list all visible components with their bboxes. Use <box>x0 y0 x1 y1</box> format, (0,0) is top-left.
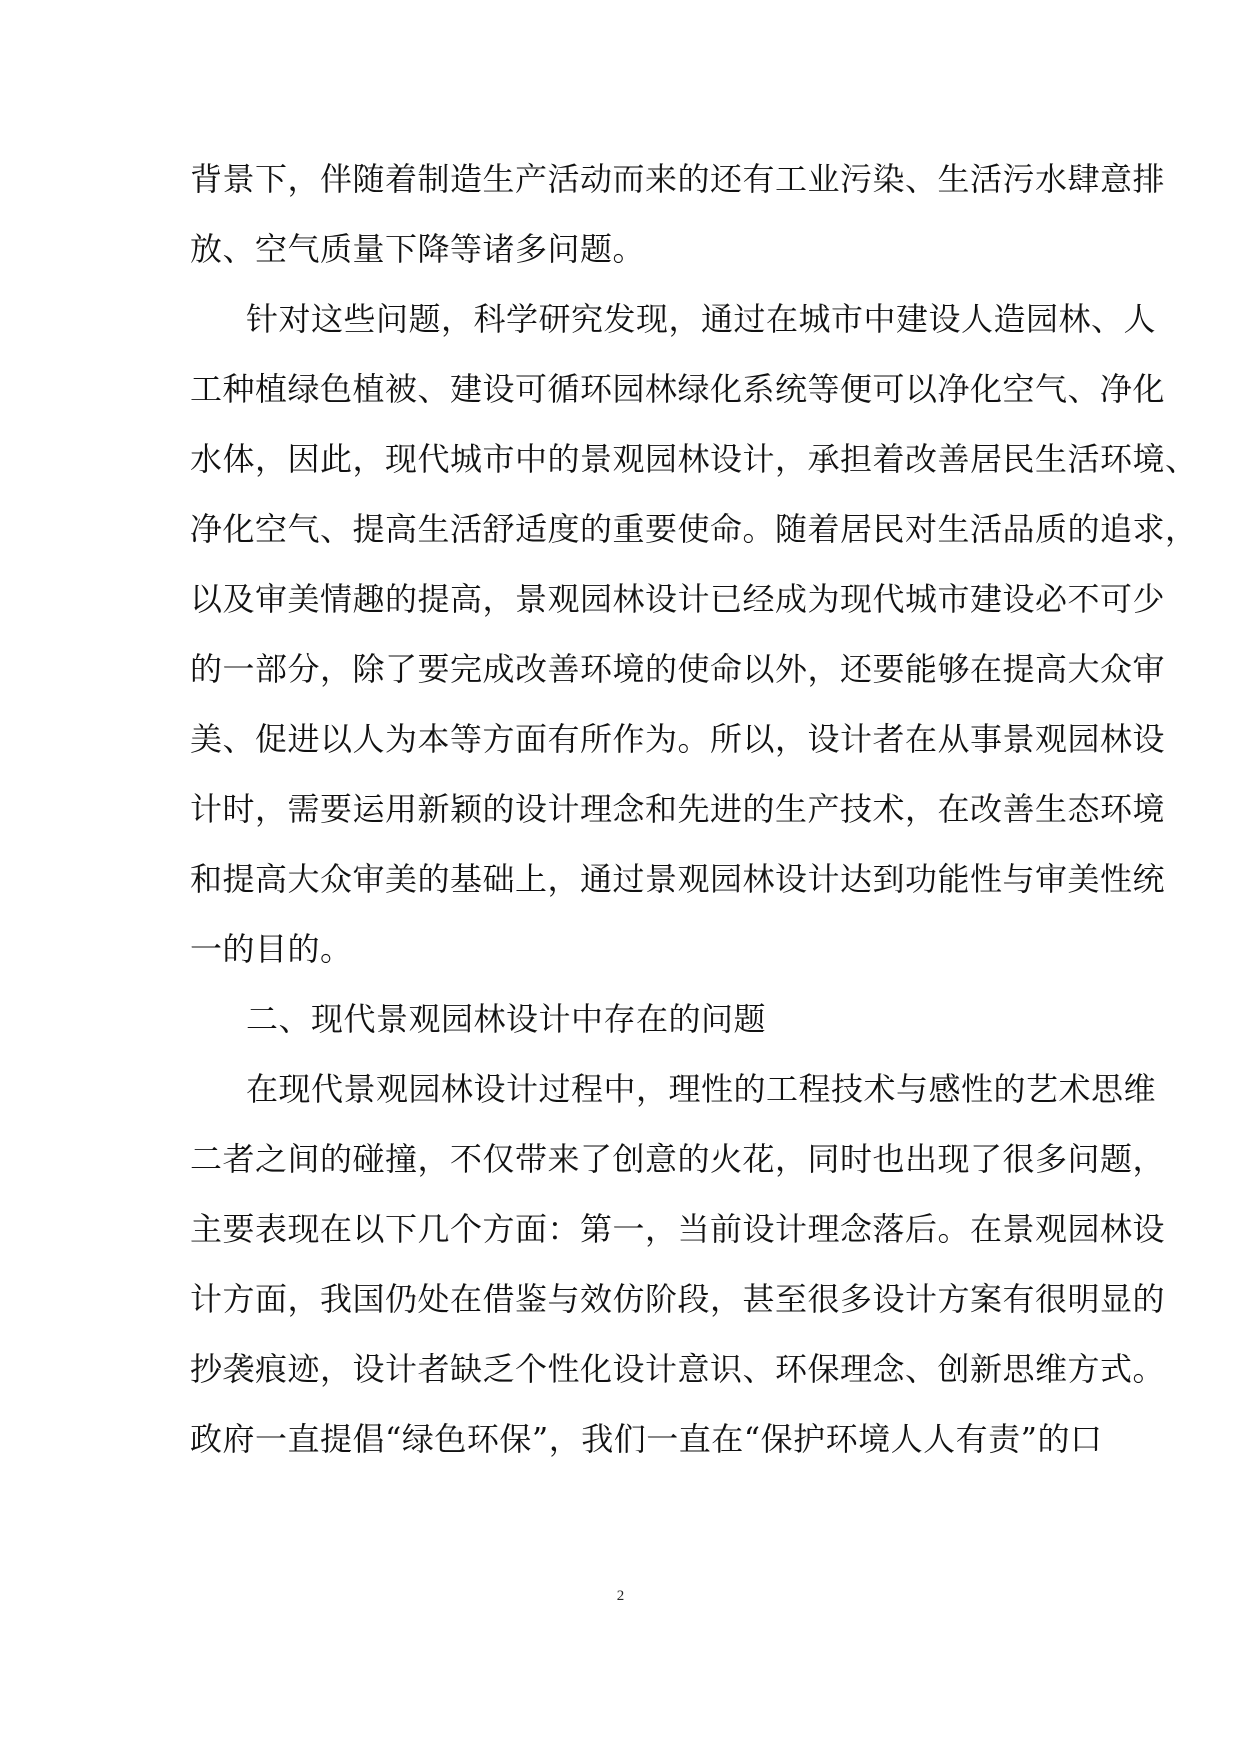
text-line: 主要表现在以下几个方面：第一，当前设计理念落后。在景观园林设 <box>190 1210 1166 1248</box>
text-line: 和提高大众审美的基础上，通过景观园林设计达到功能性与审美性统 <box>190 860 1166 898</box>
text-line: 针对这些问题，科学研究发现，通过在城市中建设人造园林、人 <box>246 300 1157 338</box>
text-line: 在现代景观园林设计过程中，理性的工程技术与感性的艺术思维 <box>246 1070 1157 1108</box>
text-line: 以及审美情趣的提高，景观园林设计已经成为现代城市建设必不可少 <box>190 580 1166 618</box>
text-line: 二、现代景观园林设计中存在的问题 <box>246 1000 767 1038</box>
text-line: 二者之间的碰撞，不仅带来了创意的火花，同时也出现了很多问题， <box>190 1140 1166 1178</box>
text-line: 抄袭痕迹，设计者缺乏个性化设计意识、环保理念、创新思维方式。 <box>190 1350 1166 1388</box>
text-line: 工种植绿色植被、建设可循环园林绿化系统等便可以净化空气、净化 <box>190 370 1166 408</box>
text-line: 放、空气质量下降等诸多问题。 <box>190 230 646 268</box>
text-line: 净化空气、提高生活舒适度的重要使命。随着居民对生活品质的追求， <box>190 510 1198 548</box>
text-line: 背景下，伴随着制造生产活动而来的还有工业污染、生活污水肆意排 <box>190 160 1166 198</box>
text-line: 的一部分，除了要完成改善环境的使命以外，还要能够在提高大众审 <box>190 650 1166 688</box>
text-line: 美、促进以人为本等方面有所作为。所以，设计者在从事景观园林设 <box>190 720 1166 758</box>
text-line: 计时，需要运用新颖的设计理念和先进的生产技术，在改善生态环境 <box>190 790 1166 828</box>
page-number: 2 <box>616 1588 625 1604</box>
body-text <box>190 144 1198 1474</box>
text-line: 一的目的。 <box>190 930 353 968</box>
text-line: 政府一直提倡“绿色环保”，我们一直在“保护环境人人有责”的口 <box>190 1420 1103 1458</box>
text-line: 水体，因此，现代城市中的景观园林设计，承担着改善居民生活环境、 <box>190 440 1198 478</box>
text-line: 计方面，我国仍处在借鉴与效仿阶段，甚至很多设计方案有很明显的 <box>190 1280 1166 1318</box>
